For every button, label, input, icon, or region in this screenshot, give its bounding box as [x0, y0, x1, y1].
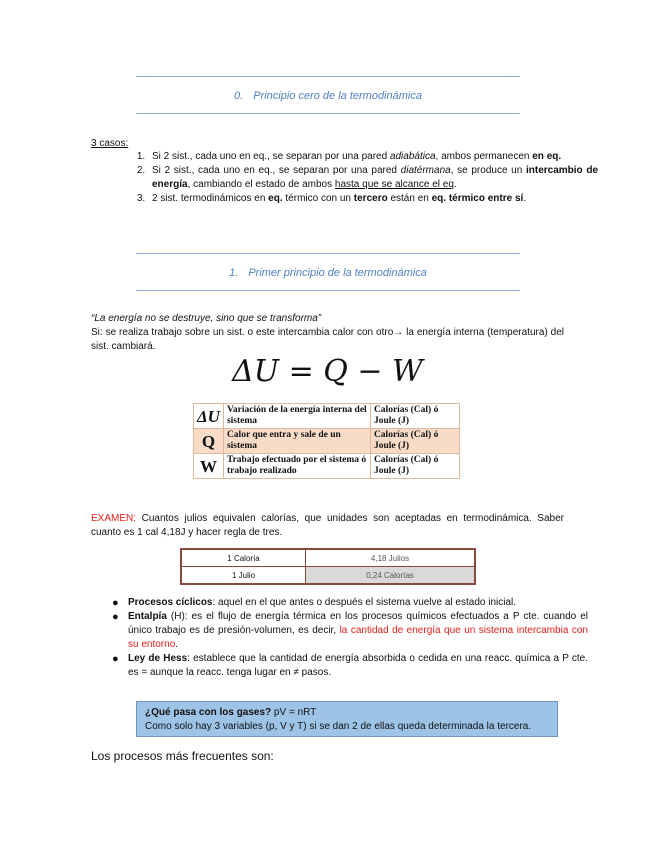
- gases-explanation: Como solo hay 3 variables (p, V y T) si se dan 2 de ellas queda determinada la tercera.: [145, 721, 532, 732]
- case-text: están en: [387, 193, 432, 204]
- case-bold: tercero: [353, 193, 388, 204]
- variable-description: Trabajo efectuado por el sistema ó trabajo realizado: [223, 454, 370, 479]
- cases-label: 3 casos:: [91, 138, 129, 149]
- case-bold: eq. térmico entre sí: [431, 193, 524, 204]
- conversion-table: [180, 548, 476, 585]
- case-underlined: hasta que se alcance el eq: [334, 179, 454, 190]
- definition: : establece que la cantidad de energía absorbida o cedida en una reacc. química a P cte. es = aunque la reacc. tenga lugar en ≠ pasos.: [128, 653, 588, 678]
- case-text: Si 2 sist., cada uno en eq., se separan por una pared: [152, 165, 401, 176]
- exam-paragraph: [91, 512, 564, 540]
- table-row: [194, 429, 460, 454]
- case-text: , se produce un: [450, 165, 526, 176]
- closing-line: Los procesos más frecuentes son:: [91, 749, 274, 763]
- conversion-right: 0,24 Calorías: [306, 567, 475, 585]
- case-emphasis: adiabática: [389, 151, 436, 162]
- definition: (H): es el flujo de energía térmica en los procesos químicos efectuados a P cte. cuando el único trabajo es de presión-volumen, es decir,: [128, 611, 588, 636]
- definition: .: [175, 639, 179, 650]
- bullet-icon: ●: [112, 653, 119, 665]
- variable-description: Calor que entra y sale de un sistema: [223, 429, 370, 454]
- variable-description: Variación de la energía interna del sistema: [223, 404, 370, 429]
- rule-bottom-section0: [136, 113, 520, 114]
- section1-number: 1.: [229, 267, 239, 279]
- gases-equation: pV = nRT: [271, 707, 317, 718]
- term: Ley de Hess: [128, 653, 188, 664]
- list-item: [112, 652, 588, 680]
- rule-top-section1: [136, 253, 520, 254]
- conversion-left: 1 Julio: [181, 567, 306, 585]
- intro-paragraph: Si: se realiza trabajo sobre un sist. o este intercambia calor con otro→ la energía interna (temperatura) del sist. cambiará.: [91, 327, 564, 352]
- rule-top-section0: [136, 76, 520, 77]
- quote: “La energía no se destruye, sino que se transforma”: [91, 313, 322, 324]
- conversion-left: 1 Caloría: [181, 549, 306, 567]
- section1-title: Primer principio de la termodinámica: [248, 267, 427, 279]
- case-text: térmico con un: [282, 193, 354, 204]
- exam-text: Cuantos julios equivalen calorías, que unidades son aceptadas en termodinámica. Saber cuanto es 1 cal 4,18J y hacer regla de tres.: [91, 513, 564, 538]
- term: Procesos cíclicos: [128, 597, 213, 608]
- case-text: Si 2 sist., cada uno en eq., se separan por una pared: [152, 151, 390, 162]
- variable-symbol: Q: [194, 429, 224, 454]
- cases-list: [118, 150, 598, 206]
- list-item: [112, 596, 588, 610]
- case-bold: eq.: [268, 193, 283, 204]
- variable-unit: Calorías (Cal) ó Joule (J): [370, 454, 459, 479]
- table-row: [181, 567, 475, 585]
- gases-question-line: [145, 706, 549, 720]
- bullet-icon: ●: [112, 597, 119, 609]
- case-text: 2 sist. termodinámicos en: [152, 193, 269, 204]
- case-emphasis: diatérmana: [400, 165, 451, 176]
- gases-question: ¿Qué pasa con los gases?: [145, 707, 272, 718]
- variable-unit: Calorías (Cal) ó Joule (J): [370, 404, 459, 429]
- variable-symbol: W: [194, 454, 224, 479]
- exam-label: EXAMEN:: [91, 513, 137, 524]
- section0-number: 0.: [234, 90, 244, 102]
- bullet-icon: ●: [112, 611, 119, 623]
- list-item: [112, 610, 588, 652]
- definitions-list: [108, 596, 588, 680]
- case-text: .: [523, 193, 527, 204]
- variables-table: [193, 403, 460, 479]
- section1-heading: [136, 267, 520, 279]
- rule-bottom-section1: [136, 290, 520, 291]
- case-item: [148, 192, 598, 206]
- term: Entalpía: [128, 611, 167, 622]
- section0-heading: [136, 90, 520, 102]
- first-law-formula: ΔU = Q − W: [232, 354, 423, 389]
- variable-unit: Calorías (Cal) ó Joule (J): [370, 429, 459, 454]
- case-item: [148, 150, 598, 164]
- case-bold: intercambio de energía: [152, 165, 599, 190]
- table-row: [194, 454, 460, 479]
- table-row: [181, 549, 475, 567]
- section0-title: Principio cero de la termodinámica: [253, 90, 422, 102]
- gases-callout: [136, 701, 558, 737]
- definition-highlight: la cantidad de energía que un sistema intercambia con su entorno: [128, 625, 588, 650]
- case-text: .: [453, 179, 457, 190]
- case-text: , cambiando el estado de ambos: [187, 179, 335, 190]
- variable-symbol: ΔU: [194, 404, 224, 429]
- definition: : aquel en el que antes o después el sistema vuelve al estado inicial.: [212, 597, 517, 608]
- table-row: [194, 404, 460, 429]
- conversion-right: 4,18 Julios: [306, 549, 475, 567]
- case-item: [148, 164, 598, 192]
- case-text: , ambos permanecen: [435, 151, 533, 162]
- case-bold: en eq.: [532, 151, 562, 162]
